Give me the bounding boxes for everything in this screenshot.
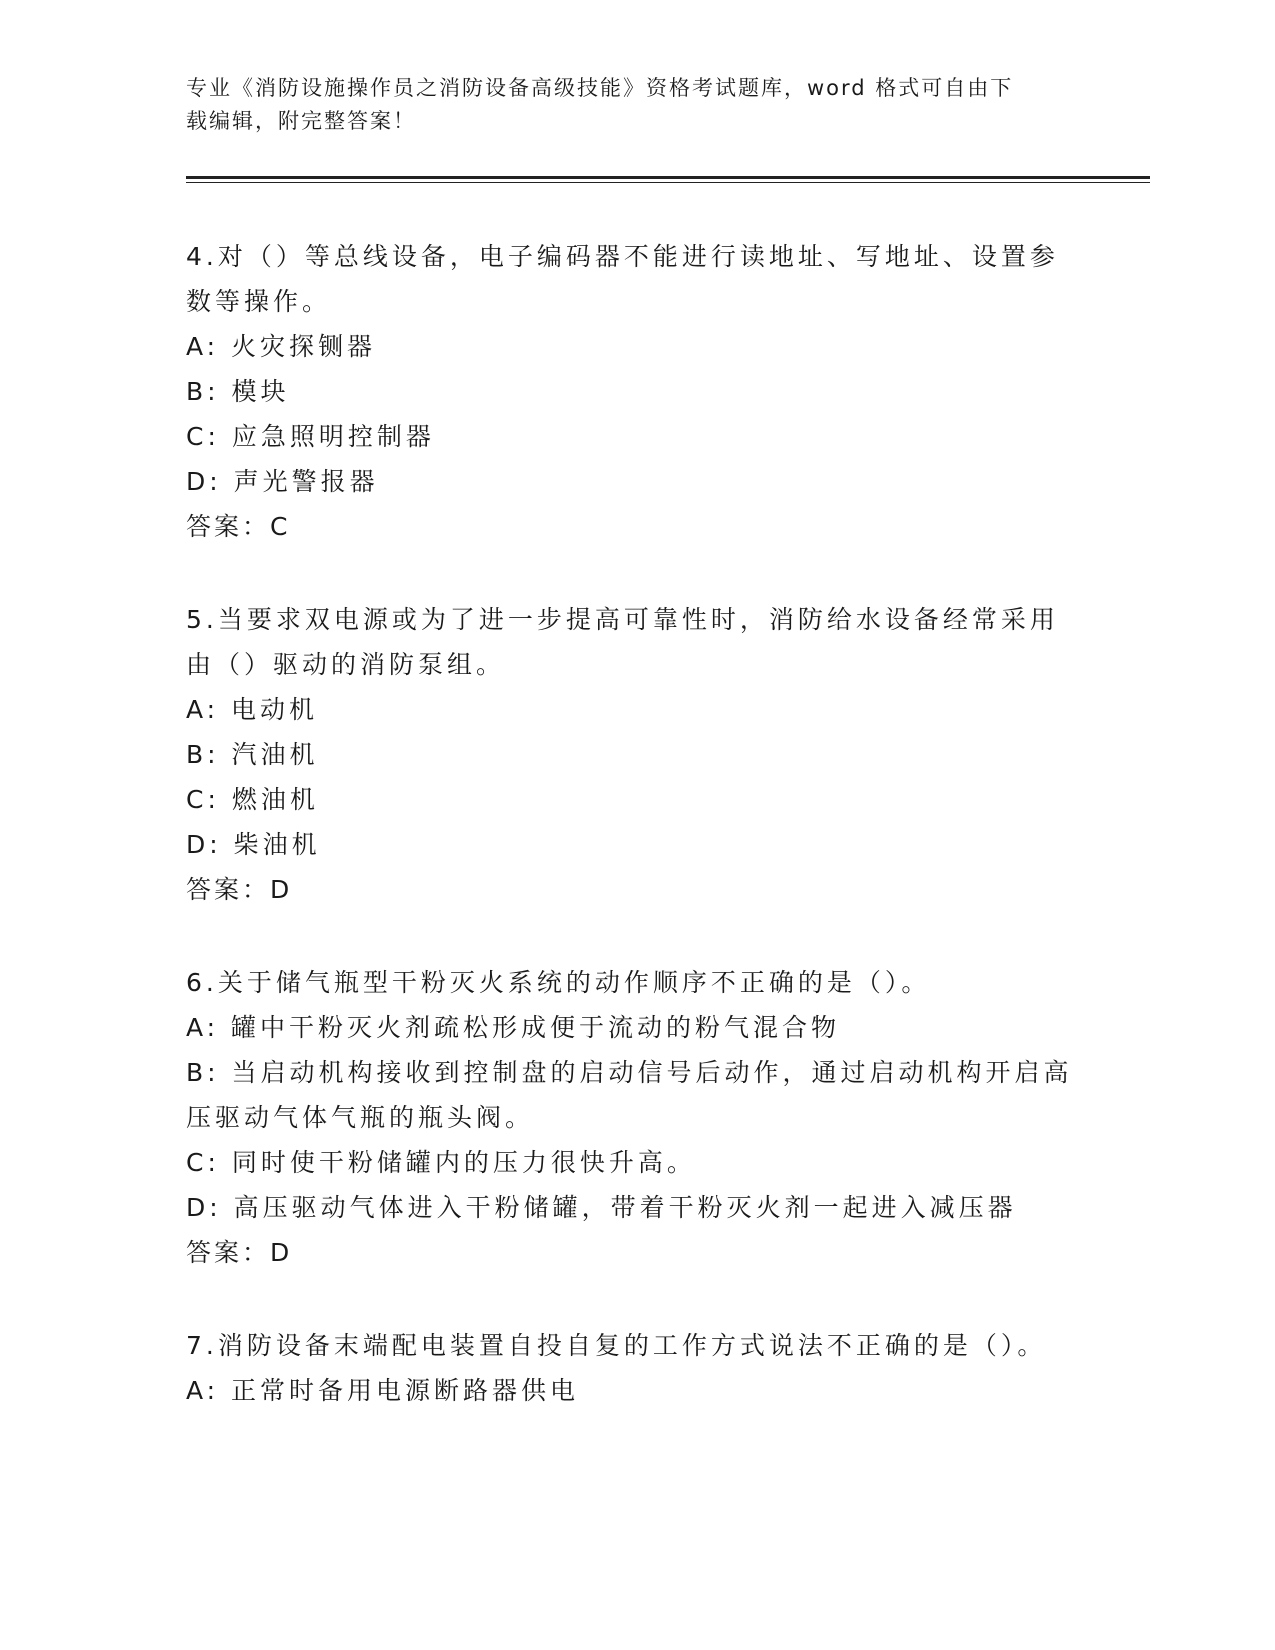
option-c: C: 同时使干粉储罐内的压力很快升高。: [186, 1148, 696, 1177]
answer-line: [186, 504, 1086, 549]
question-stem: 5.当要求双电源或为了进一步提高可靠性时，消防给水设备经常采用: [186, 605, 1059, 634]
option-b: B: 汽油机: [186, 740, 319, 769]
answer-value: C: [270, 512, 292, 541]
answer-value: D: [270, 875, 294, 904]
answer-line: [186, 1230, 1086, 1275]
question-stem: 4.对（）等总线设备，电子编码器不能进行读地址、写地址、设置参: [186, 242, 1059, 271]
option-a: A: 正常时备用电源断路器供电: [186, 1376, 580, 1405]
answer-line: [186, 867, 1086, 912]
option-c: C: 应急照明控制器: [186, 422, 435, 451]
header-line-2: 载编辑，附完整答案！: [186, 109, 416, 133]
header-line-1: 专业《消防设施操作员之消防设备高级技能》资格考试题库，word 格式可自由下: [186, 76, 1014, 100]
option-d: D: 声光警报器: [186, 467, 379, 496]
header-divider-thin: [186, 182, 1150, 183]
answer-label: 答案：: [186, 512, 271, 541]
question-stem-continued: 由（）驱动的消防泵组。: [186, 650, 506, 679]
option-b-continued: 压驱动气体气瓶的瓶头阀。: [186, 1103, 535, 1132]
option-a: A: 火灾探铡器: [186, 332, 377, 361]
document-header: [186, 72, 1066, 138]
header-divider-thick: [186, 176, 1150, 179]
question-4: [186, 234, 1086, 549]
option-d: D: 柴油机: [186, 830, 321, 859]
question-stem-continued: 数等操作。: [186, 287, 332, 316]
question-7: [186, 1323, 1086, 1413]
question-stem: 7.消防设备末端配电装置自投自复的工作方式说法不正确的是（）。: [186, 1331, 1047, 1360]
option-b: B: 模块: [186, 377, 290, 406]
answer-label: 答案：: [186, 875, 271, 904]
question-6: [186, 960, 1086, 1275]
answer-label: 答案：: [186, 1238, 271, 1267]
answer-value: D: [270, 1238, 294, 1267]
option-a: A: 电动机: [186, 695, 319, 724]
option-d: D: 高压驱动气体进入干粉储罐，带着干粉灭火剂一起进入减压器: [186, 1193, 1017, 1222]
option-b: B: 当启动机构接收到控制盘的启动信号后动作，通过启动机构开启高: [186, 1058, 1073, 1087]
question-stem: 6.关于储气瓶型干粉灭火系统的动作顺序不正确的是（）。: [186, 968, 931, 997]
question-5: [186, 597, 1086, 912]
option-a: A: 罐中干粉灭火剂疏松形成便于流动的粉气混合物: [186, 1013, 841, 1042]
option-c: C: 燃油机: [186, 785, 319, 814]
